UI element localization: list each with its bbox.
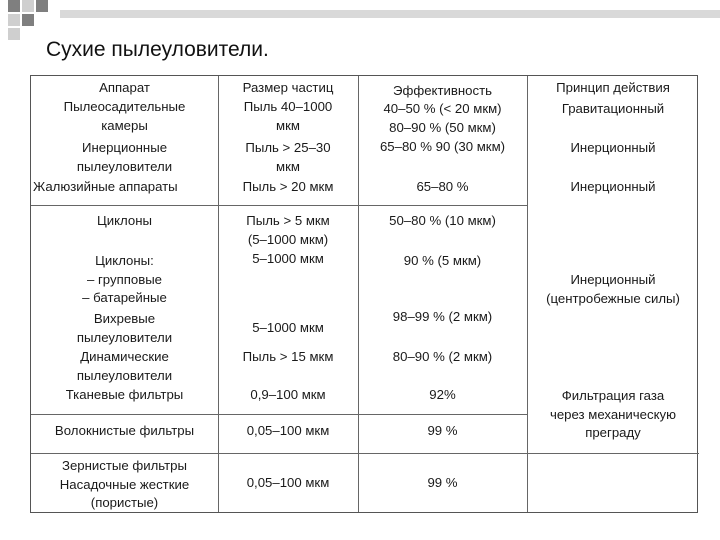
row-divider [31,205,527,206]
efficiency-inertial: 65–80 % 90 (30 мкм) [379,139,506,154]
header-efficiency: Эффективность [393,83,492,98]
efficiency-fabric: 92% [429,387,456,402]
deco-square [8,0,20,12]
size-dynamic: Пыль > 15 мкм [242,349,334,364]
size-inertial: Пыль > 25–30 мкм [245,140,331,174]
size-settling: Пыль 40–1000 мкм [243,99,333,133]
efficiency-cyclones: 50–80 % (10 мкм) [389,213,496,228]
apparatus-vortex: Вихревые пылеуловители [76,311,173,345]
size-granular: 0,05–100 мкм [246,475,330,490]
apparatus-dynamic: Динамические пылеуловители [76,349,173,383]
deco-square [8,28,20,40]
principle-gravity: Гравитационный [561,101,665,116]
apparatus-cyclones: Циклоны [97,213,152,228]
principle-inertial: Инерционный [570,140,656,155]
size-vortex: 5–1000 мкм [252,320,324,335]
row-divider [31,453,699,454]
efficiency-cyclones-group: 90 % (5 мкм) [403,253,482,268]
size-louver: Пыль > 20 мкм [242,179,334,194]
apparatus-settling: Пылеосадительные камеры [63,99,186,133]
apparatus-fabric: Тканевые фильтры [65,387,184,402]
efficiency-vortex: 98–99 % (2 мкм) [392,309,493,324]
header-size: Размер частиц [242,80,334,95]
slide-title: Сухие пылеуловители. [46,38,269,61]
corner-decoration [0,0,60,40]
header-apparatus: Аппарат [99,80,150,95]
principle-centrifugal: Инерционный (центробежные силы) [546,272,680,306]
apparatus-fibrous: Волокнистые фильтры [54,423,195,438]
principle-louver: Инерционный [570,179,656,194]
efficiency-dynamic: 80–90 % (2 мкм) [392,349,493,364]
apparatus-inertial: Инерционные пылеуловители [76,140,173,174]
size-cyclones-group: 5–1000 мкм [252,251,324,266]
size-fibrous: 0,05–100 мкм [246,423,330,438]
deco-square [8,14,20,26]
size-fabric: 0,9–100 мкм [250,387,326,402]
efficiency-settling: 40–50 % (< 20 мкм) 80–90 % (50 мкм) [383,101,502,135]
apparatus-granular: Зернистые фильтры Насадочные жесткие (пористые) [59,458,190,510]
apparatus-cyclones-group: Циклоны: – групповые – батарейные [82,253,167,305]
principle-filtration: Фильтрация газа через механическую преграду [549,388,677,440]
size-cyclones: Пыль > 5 мкм (5–1000 мкм) [246,213,330,247]
efficiency-louver: 65–80 % [416,179,469,194]
efficiency-fibrous: 99 % [427,423,458,438]
apparatus-louver: Жалюзийные аппараты [33,179,178,194]
deco-square [22,14,34,26]
deco-square [36,0,48,12]
efficiency-granular: 99 % [427,475,458,490]
header-principle: Принцип действия [556,80,670,95]
header-bar [60,10,720,18]
deco-square [22,0,34,12]
row-divider [31,414,527,415]
dust-collectors-table [30,75,698,513]
